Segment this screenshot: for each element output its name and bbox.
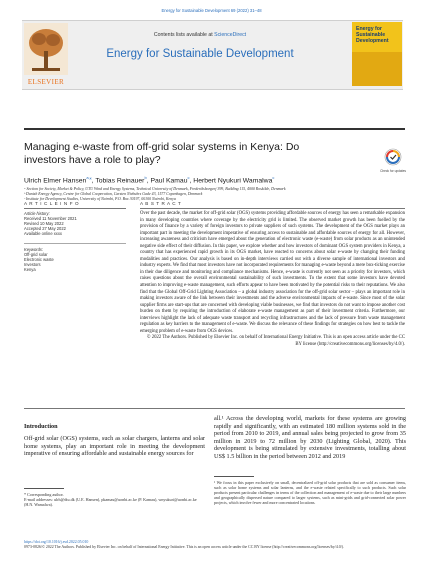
check-for-updates-icon[interactable] xyxy=(384,148,402,168)
author-affil-marker[interactable]: c xyxy=(272,175,275,180)
author-list: Ulrich Elmer Hansen$^{a,⁎}$, Tobias Reinauer$^b$, Paul Kamau$^c$, Herbert Nyukuri Wamalwa$^c$ xyxy=(24,175,275,185)
history-label: Article history: xyxy=(24,211,50,216)
abstract-bottom-rule xyxy=(24,408,405,409)
article-history xyxy=(24,211,124,236)
contents-available-line xyxy=(80,32,320,38)
history-item: Accepted 27 May 2022 xyxy=(24,226,66,231)
affiliation: ᵃ Section for Society, Market & Policy, UTU Wind and Energy Systems, Technical University of Denmark, Frederiksborgvej 399, Building 115, 4000 Roskilde, Denmark xyxy=(24,187,286,191)
introduction-heading: Introduction xyxy=(24,423,58,430)
journal-reference[interactable]: Energy for Sustainable Development 69 (2022) 31–48 xyxy=(161,8,262,13)
corresponding-rule xyxy=(24,488,64,489)
corresponding-author-note xyxy=(24,492,205,507)
history-item: Revised 10 May 2022 xyxy=(24,221,64,226)
journal-cover xyxy=(352,22,402,86)
author-name[interactable]: Ulrich Elmer Hansen xyxy=(24,177,87,185)
elsevier-tree-logo xyxy=(24,23,68,81)
abstract-heading: A B S T R A C T xyxy=(140,201,182,206)
author-affil-marker[interactable]: a,⁎ xyxy=(86,175,92,180)
bottom-metadata xyxy=(24,540,405,549)
publisher-wordmark: ELSEVIER xyxy=(27,78,65,86)
history-item: Received 11 November 2021 xyxy=(24,216,77,221)
keyword: Electronic waste xyxy=(24,257,54,262)
keywords xyxy=(24,247,124,272)
author-name[interactable]: Tobias Reinauer xyxy=(95,177,145,185)
abstract-copyright: © 2022 The Authors. Published by Elsevier Inc. on behalf of International Energy Initiative. This is an open access article under the CC BY license (http://creativecommons.org/licenses/by/4.0/). xyxy=(146,335,405,347)
license-line: 0973-0826/© 2022 The Authors. Published by Elsevier Inc. on behalf of International Energy Initiative. This is an open access article under the CC BY license (http://creativecommons.org/licenses/by/4.0/). xyxy=(24,544,345,549)
author-affil-marker[interactable]: b xyxy=(144,175,147,180)
corresponding-emails[interactable]: E-mail addresses: ulrh@dtu.dk (U.E. Hansen), pkamau@uonbi.ac.ke (P. Kamau), wnyukuri@uonbi.ac.ke (H.N. Wamalwa). xyxy=(24,497,197,507)
keyword: Kenya xyxy=(24,267,36,272)
keyword: Off-grid solar xyxy=(24,252,48,257)
author-name[interactable]: Paul Kamau xyxy=(150,177,188,185)
introduction-left-column: Off-grid solar (OGS) systems, such as solar chargers, lanterns and solar home systems, play an important role in meeting the development imperative of ensuring affordable and sustainable energy sources for xyxy=(24,435,205,457)
author-affil-marker[interactable]: c xyxy=(187,175,190,180)
doi-link[interactable]: https://doi.org/10.1016/j.esd.2022.05.010 xyxy=(24,540,89,544)
article-title: Managing e-waste from off-grid solar systems in Kenya: Do investors have a role to play? xyxy=(24,141,300,166)
spacer xyxy=(24,197,405,198)
footnote-rule xyxy=(214,476,254,477)
keyword: Investors xyxy=(24,262,41,267)
abstract-rule xyxy=(140,208,405,209)
contents-prefix: Contents lists available at xyxy=(153,32,213,38)
affiliation: ᶜ Institute for Development Studies, University of Nairobi, P.O. Box 30197, 00100 Nairobi, Kenya xyxy=(24,197,176,201)
article-info-heading: A R T I C L E I N F O xyxy=(24,201,80,206)
sciencedirect-link[interactable]: ScienceDirect xyxy=(214,32,247,38)
author-name[interactable]: Herbert Nyukuri Wamalwa xyxy=(193,177,273,185)
journal-title[interactable]: Energy for Sustainable Development xyxy=(106,48,294,60)
abstract-text: Over the past decade, the market for off-grid solar (OGS) systems providing affordable sources of energy has seen a remarkable expansion in many developing countries where coverage by the electricity grid is limited. The observed market growth has been fuelled by the provision of finance by a variety of foreign investors to private suppliers of such systems. The development of the OGS market plays an important part in meeting the development imperative of ensuring access to sustainable and affordable sources of energy for all. However, increasing awareness and criticism have emerged about the generation of electronic waste (e-waste) from solar products as an unintended negative side effect of their diffusion. In this paper, we explore whether and how investors of dominant OGS system providers in Kenya, a country that has experienced rapid growth in its OGS market, have reacted to concerns about solar e-waste by changing their funding modalities and practices. Our analysis is based on in-depth interviews carried out with a diverse sample of international investors and industry experts. We find that most investors have not incorporated requirements for managing e-waste beyond a mere box-ticking exercise in their due diligence and monitoring and compliance mechanisms. Hence, e-waste is currently not seen as a priority for investors, which raises questions about the overall environmental sustainability of such investments. To the extent that some investors have devoted attention to improving e-waste management, such efforts appear to have been motivated by the potential risks to their reputations. We also find that the Global Off-Grid Lighting Association – a global industry association for the off-grid solar sector – plays an important role in making investors aware of the link between their investments and the adverse environmental impacts of e-waste. Since most of the solar supplier firms are start-ups that are concerned with developing viable businesses, we find that investors do not want to impose another cost burden on them by requiring the introduction of elaborate e-waste management as part of their investment criteria. Furthermore, our interviews highlight the lack of adequate waste transport and recycling infrastructures and the lack of pressure from waste management regulation as key barriers to the management of e-waste. We discuss the relevance of these findings for strategies on how best to tackle the emerging problem of e-waste from OGS devices. xyxy=(140,211,405,334)
corresponding-label: * Corresponding author. xyxy=(24,492,64,497)
abstract-body xyxy=(140,211,405,348)
cover-title: Energy for Sustainable Development xyxy=(356,26,389,44)
cover-band xyxy=(352,52,402,86)
info-divider xyxy=(24,243,126,244)
affiliation: ᵇ Danish Energy Agency, Centre for Global Cooperation, Carsten Niebuhrs Gade 43, 1577 Copenhagen, Denmark xyxy=(24,192,203,196)
check-for-updates-label[interactable]: Check for updates xyxy=(380,169,406,173)
history-item: Available online xxxx xyxy=(24,231,62,236)
footnote: ¹ We focus in this paper exclusively on small, decentralized off-grid solar products that are sold as consumer items, such as solar home systems and solar lanterns, and the e-waste related specifically to such products. Such solar products present particular challenges in terms of the collection and management of e-waste due to their large numbers and geographically dispersed nature compared to larger systems, such as mini-grids and grid-connected solar power projects, which involve fewer and more concentrated locations. xyxy=(214,480,406,505)
title-rule xyxy=(24,128,405,130)
keywords-label: Keywords: xyxy=(24,247,44,252)
article-info-rule xyxy=(24,208,126,209)
introduction-right-column: all.¹ Across the developing world, markets for these systems are growing rapidly and significantly, with an estimated 180 million systems sold in the period from 2010 to 2019, and annual sales being projected to grow from 35 million in 2019 to 72 million by 2030 (Lighting Global, 2020). This development is being stimulated by extensive investments, totalling about US$ 1.5 billion in the period between 2012 and 2019 xyxy=(214,415,406,460)
